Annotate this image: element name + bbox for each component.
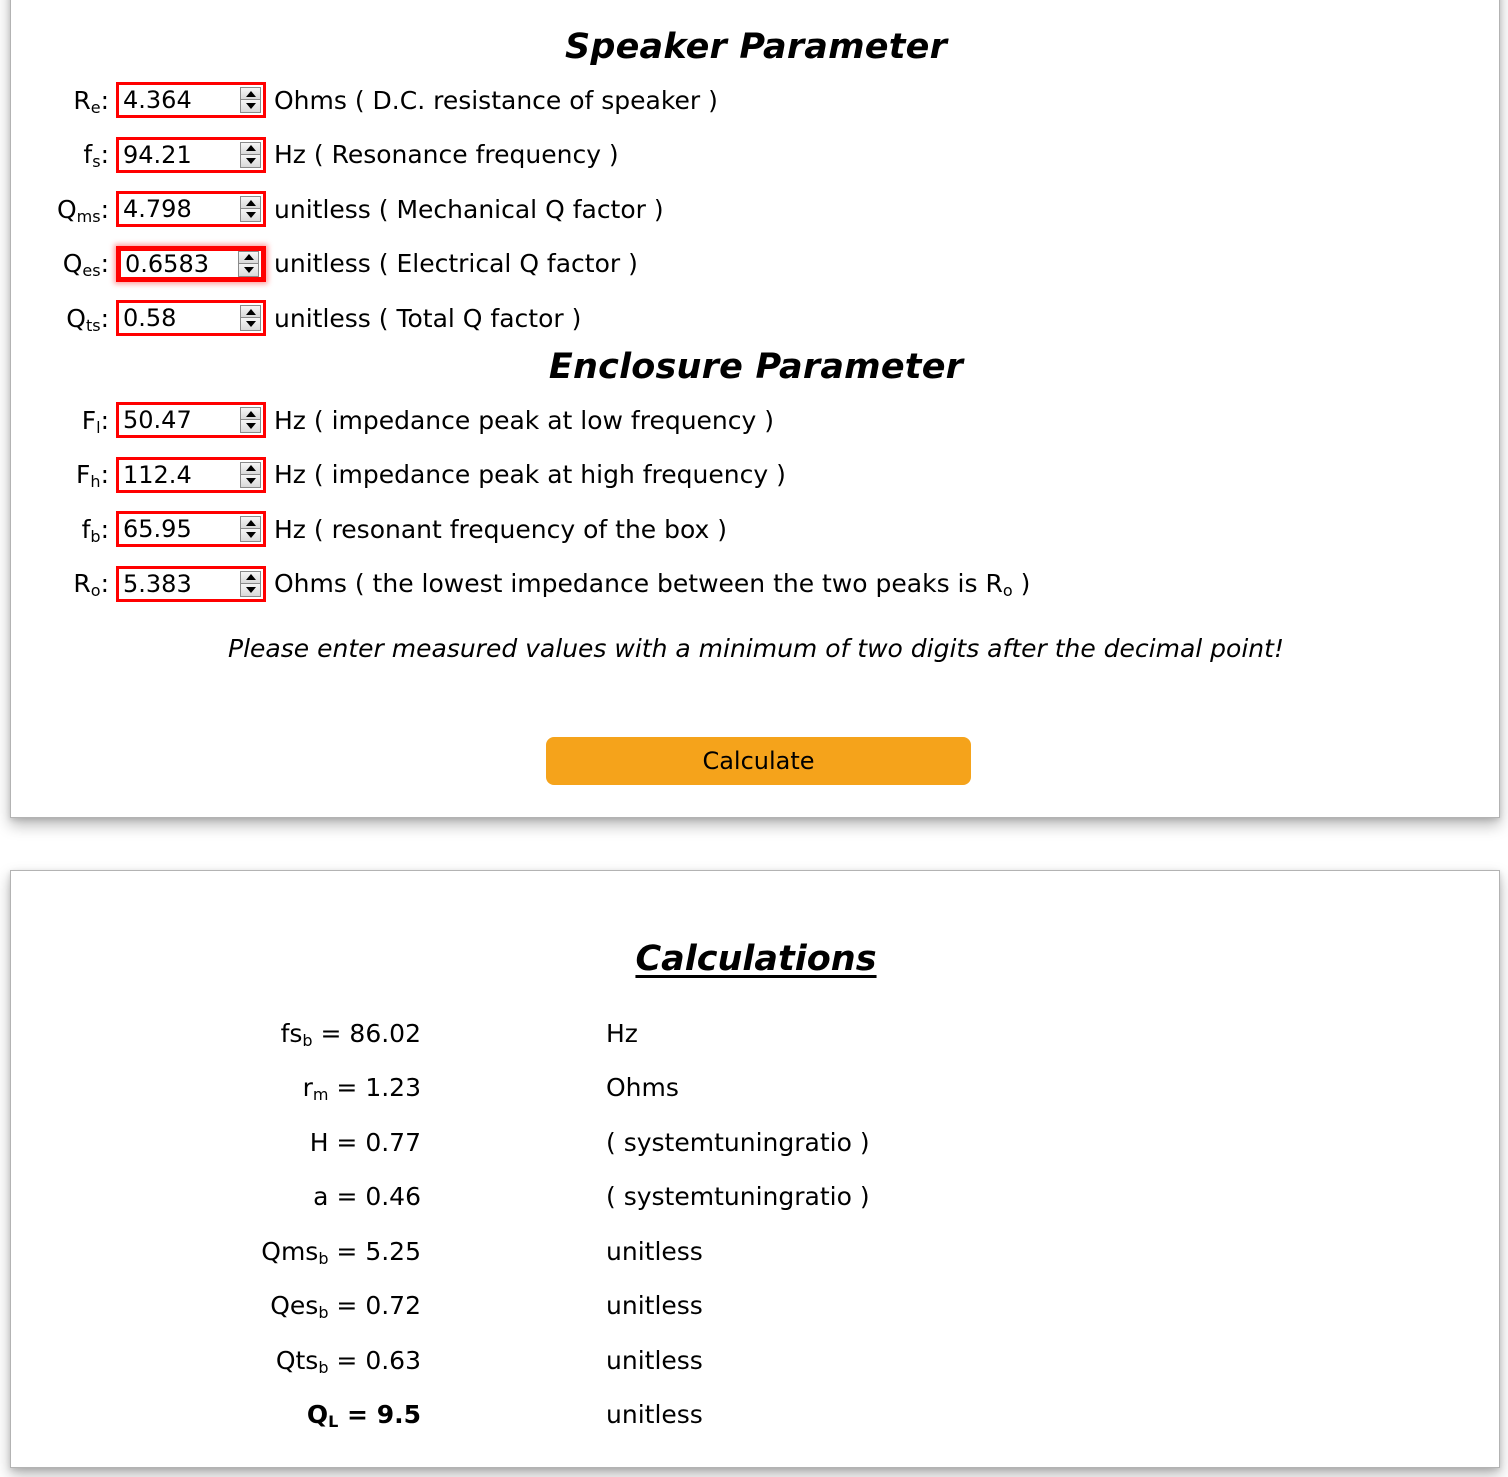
- spinner-up-button[interactable]: [241, 143, 260, 155]
- triangle-down-icon: [246, 532, 256, 538]
- parameter-input[interactable]: [121, 250, 225, 278]
- spinner-up-button[interactable]: [241, 463, 260, 475]
- parameter-label: $f_s$:: [83, 140, 109, 171]
- spinner-down-button[interactable]: [241, 209, 260, 221]
- triangle-up-icon: [244, 254, 254, 260]
- spinner-down-button[interactable]: [239, 264, 258, 276]
- parameter-spinner-field[interactable]: [116, 246, 266, 282]
- parameter-input[interactable]: [119, 141, 223, 169]
- parameter-label: $Q_{ms}$:: [56, 194, 109, 226]
- triangle-up-icon: [246, 465, 256, 471]
- parameter-input[interactable]: [119, 515, 223, 543]
- parameter-description: Ohms ( D.C. resistance of speaker ): [274, 85, 718, 115]
- parameter-spinner-field[interactable]: [116, 300, 266, 336]
- calculation-unit: unitless: [606, 1345, 703, 1375]
- parameter-row: [11, 298, 1501, 338]
- parameter-row: [11, 244, 1501, 284]
- calculation-expression: $Q_L = 9.5$: [306, 1400, 421, 1431]
- parameter-input[interactable]: [119, 406, 223, 434]
- spinner-down-button[interactable]: [241, 155, 260, 167]
- triangle-down-icon: [246, 423, 256, 429]
- parameter-label: $R_e$:: [73, 85, 109, 117]
- speaker-parameter-heading: Speaker Parameter: [564, 27, 948, 67]
- triangle-down-icon: [246, 103, 256, 109]
- parameter-row: [11, 189, 1501, 229]
- parameter-row: [11, 564, 1501, 604]
- spinner-up-button[interactable]: [241, 408, 260, 420]
- spinner-up-button[interactable]: [241, 517, 260, 529]
- triangle-down-icon: [246, 478, 256, 484]
- spinner-down-button[interactable]: [241, 420, 260, 432]
- calculation-row: [11, 1234, 1501, 1268]
- triangle-up-icon: [246, 145, 256, 151]
- parameter-spinner-field[interactable]: [116, 191, 266, 227]
- spinner-buttons[interactable]: [240, 142, 261, 168]
- calculate-button[interactable]: Calculate: [546, 737, 971, 785]
- parameter-input[interactable]: [119, 304, 223, 332]
- triangle-down-icon: [246, 321, 256, 327]
- spinner-up-button[interactable]: [239, 252, 258, 264]
- parameter-label: $f_b$:: [81, 514, 109, 546]
- parameter-spinner-field[interactable]: [116, 82, 266, 118]
- parameter-input[interactable]: [119, 195, 223, 223]
- calculation-row: [11, 1180, 1501, 1214]
- calculation-expression: Qms$_b$ = 5.25: [261, 1236, 421, 1268]
- parameter-description: Hz ( resonant frequency of the box ): [274, 514, 728, 544]
- calculation-expression: $fs_b = 86.02$: [280, 1018, 421, 1050]
- spinner-buttons[interactable]: [240, 462, 261, 488]
- parameter-description: Hz ( impedance peak at high frequency ): [274, 460, 786, 489]
- calculation-row: [11, 1398, 1501, 1432]
- spinner-up-button[interactable]: [241, 572, 260, 584]
- spinner-buttons[interactable]: [240, 571, 261, 597]
- parameter-row: [11, 80, 1501, 120]
- calculation-unit: Ohms: [606, 1073, 679, 1102]
- spinner-buttons[interactable]: [240, 196, 261, 222]
- parameter-description: unitless ( Mechanical Q factor ): [274, 194, 664, 224]
- spinner-buttons[interactable]: [240, 305, 261, 331]
- parameter-input[interactable]: [119, 86, 223, 114]
- parameter-label: $Q_{es}$:: [62, 249, 109, 280]
- spinner-buttons[interactable]: [240, 87, 261, 113]
- results-card: [10, 870, 1500, 1468]
- calculation-row: [11, 1016, 1501, 1050]
- parameter-description: Hz ( impedance peak at low frequency ): [274, 405, 775, 435]
- triangle-down-icon: [244, 267, 254, 273]
- spinner-up-button[interactable]: [241, 197, 260, 209]
- spinner-buttons[interactable]: [240, 516, 261, 542]
- calculation-expression: H = 0.77: [309, 1127, 421, 1157]
- triangle-up-icon: [246, 309, 256, 315]
- parameter-label: $F_l$:: [81, 405, 109, 437]
- calculation-unit: unitless: [606, 1400, 703, 1429]
- triangle-up-icon: [246, 200, 256, 206]
- parameter-spinner-field[interactable]: [116, 402, 266, 438]
- spinner-up-button[interactable]: [241, 88, 260, 100]
- calculation-unit: unitless: [606, 1291, 703, 1320]
- parameter-row: [11, 400, 1501, 440]
- triangle-up-icon: [246, 574, 256, 580]
- parameter-spinner-field[interactable]: [116, 457, 266, 493]
- parameter-row: [11, 135, 1501, 175]
- parameter-spinner-field[interactable]: [116, 137, 266, 173]
- calculation-expression: Qes$_b$ = 0.72: [270, 1291, 421, 1322]
- parameter-description: unitless ( Electrical Q factor ): [274, 249, 638, 278]
- calculation-row: [11, 1125, 1501, 1159]
- parameter-spinner-field[interactable]: [116, 566, 266, 602]
- calculation-expression: $r_m = 1.23$: [302, 1073, 421, 1104]
- spinner-up-button[interactable]: [241, 306, 260, 318]
- parameter-input[interactable]: [119, 461, 223, 489]
- calculation-expression: Qts$_b$ = 0.63: [275, 1345, 421, 1377]
- parameter-row: [11, 455, 1501, 495]
- parameter-label: $F_h$:: [76, 460, 109, 491]
- triangle-up-icon: [246, 91, 256, 97]
- triangle-up-icon: [246, 411, 256, 417]
- calculation-unit: unitless: [606, 1236, 703, 1266]
- calculations-heading: Calculations: [635, 939, 877, 979]
- spinner-buttons[interactable]: [240, 407, 261, 433]
- triangle-up-icon: [246, 520, 256, 526]
- parameter-label: $Q_{ts}$:: [66, 303, 109, 335]
- spinner-down-button[interactable]: [241, 100, 260, 112]
- spinner-down-button[interactable]: [241, 529, 260, 541]
- triangle-down-icon: [246, 587, 256, 593]
- parameter-spinner-field[interactable]: [116, 511, 266, 547]
- parameter-input[interactable]: [119, 570, 223, 598]
- parameter-description: Ohms ( the lowest impedance between the two peaks is $R_o$ ): [274, 569, 1031, 600]
- calculation-row: [11, 1289, 1501, 1323]
- calculation-row: [11, 1071, 1501, 1105]
- parameters-card: [10, 0, 1500, 818]
- triangle-down-icon: [246, 158, 256, 164]
- spinner-down-button[interactable]: [241, 318, 260, 330]
- enclosure-parameter-heading: Enclosure Parameter: [548, 347, 964, 387]
- spinner-down-button[interactable]: [241, 584, 260, 596]
- spinner-buttons[interactable]: [238, 251, 259, 277]
- parameter-description: Hz ( Resonance frequency ): [274, 140, 619, 169]
- calculation-unit: ( systemtuningratio ): [606, 1127, 870, 1157]
- input-hint-note: Please enter measured values with a minimum of two digits after the decimal point!: [228, 634, 1284, 663]
- parameter-label: $R_o$:: [73, 569, 109, 600]
- calculation-unit: ( systemtuningratio ): [606, 1182, 870, 1211]
- triangle-down-icon: [246, 212, 256, 218]
- parameter-description: unitless ( Total Q factor ): [274, 303, 582, 333]
- calculation-expression: a = 0.46: [313, 1182, 421, 1211]
- calculation-unit: Hz: [606, 1018, 638, 1048]
- parameter-row: [11, 509, 1501, 549]
- spinner-down-button[interactable]: [241, 475, 260, 487]
- calculation-row: [11, 1343, 1501, 1377]
